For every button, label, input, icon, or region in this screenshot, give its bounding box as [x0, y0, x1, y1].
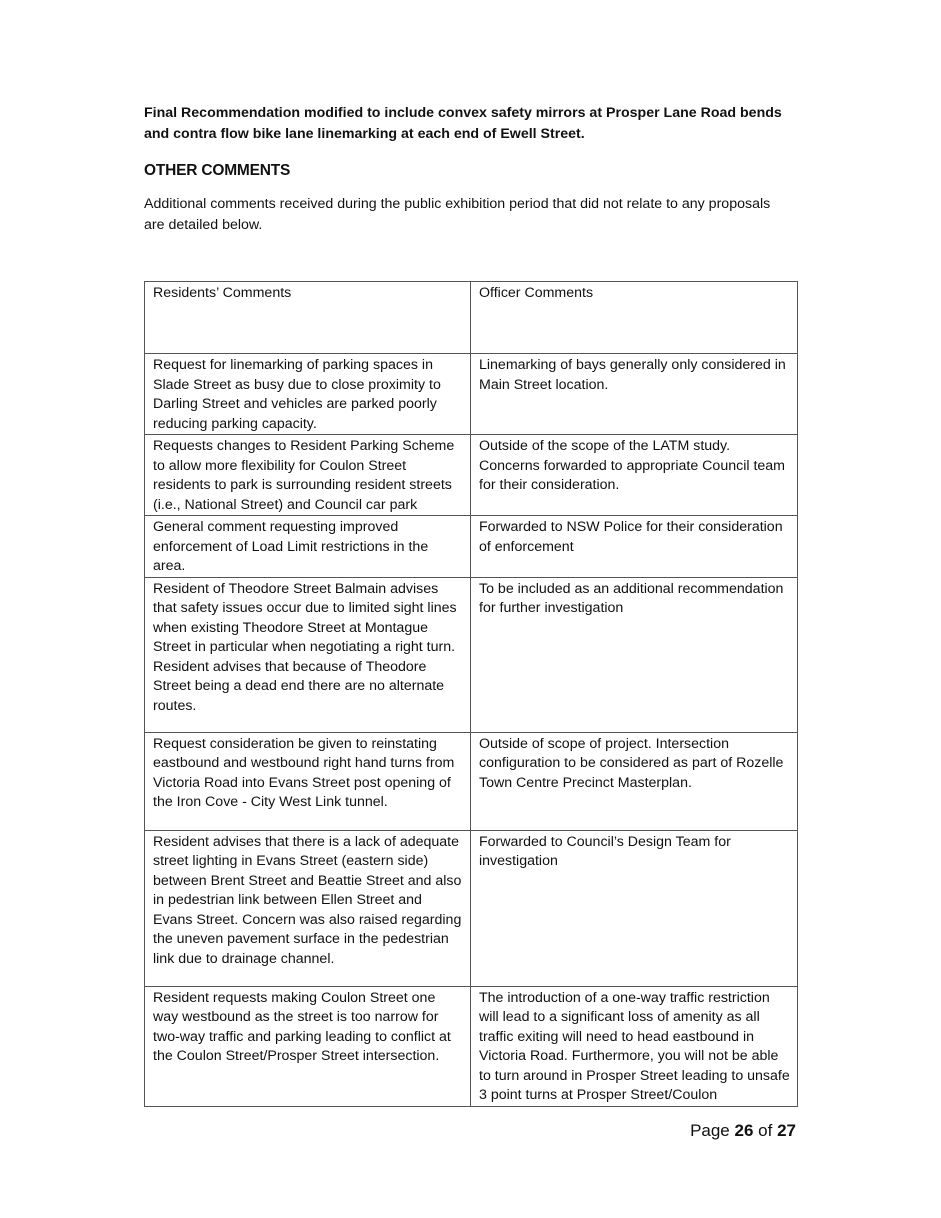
table-row	[145, 435, 798, 516]
residents-comment-cell: General comment requesting improved enforcement of Load Limit restrictions in the area.	[145, 516, 471, 578]
officer-comment-cell: Outside of scope of project. Intersection configuration to be considered as part of Rozelle Town Centre Precinct Masterplan.	[471, 732, 798, 830]
final-recommendation: Final Recommendation modified to include convex safety mirrors at Prosper Lane Road bends and contra flow bike lane linemarking at each end of Ewell Street.	[144, 105, 782, 142]
section-heading: OTHER COMMENTS	[144, 162, 291, 179]
officer-comments-header: Officer Comments	[471, 282, 798, 354]
intro-paragraph: Additional comments received during the public exhibition period that did not relate to any proposals are detailed below.	[144, 196, 771, 233]
comments-table	[144, 281, 798, 1107]
residents-comment-cell: Resident of Theodore Street Balmain advises that safety issues occur due to limited sight lines when existing Theodore Street at Montague Street in particular when negotiating a right turn. Resident advises that because of Theodore Street being a dead end there are no alternate routes.	[145, 577, 471, 732]
officer-comment-cell: To be included as an additional recommendation for further investigation	[471, 577, 798, 732]
table-row	[145, 516, 798, 578]
page-total: 27	[777, 1121, 796, 1140]
table-row	[145, 986, 798, 1106]
officer-comment-cell: Forwarded to Council’s Design Team for investigation	[471, 830, 798, 986]
table-row	[145, 830, 798, 986]
residents-comment-cell: Request consideration be given to reinstating eastbound and westbound right hand turns from Victoria Road into Evans Street post opening of the Iron Cove - City West Link tunnel.	[145, 732, 471, 830]
table-row	[145, 354, 798, 435]
page-word: Page	[690, 1121, 730, 1140]
officer-comment-cell: The introduction of a one-way traffic restriction will lead to a significant loss of amenity as all traffic exiting will need to head eastbound in Victoria Road. Furthermore, you will not be able to turn around in Prosper Street leading to unsafe 3 point turns at Prosper Street/Coulon	[471, 986, 798, 1106]
officer-comment-cell: Linemarking of bays generally only considered in Main Street location.	[471, 354, 798, 435]
residents-comments-header: Residents’ Comments	[145, 282, 471, 354]
officer-comment-cell: Outside of the scope of the LATM study. Concerns forwarded to appropriate Council team for their consideration.	[471, 435, 798, 516]
of-word: of	[758, 1121, 773, 1140]
page-number: 26	[734, 1121, 754, 1140]
residents-comment-cell: Request for linemarking of parking spaces in Slade Street as busy due to close proximity to Darling Street and vehicles are parked poorly reducing parking capacity.	[145, 354, 471, 435]
table-header-row	[145, 282, 798, 354]
residents-comment-cell: Requests changes to Resident Parking Scheme to allow more flexibility for Coulon Street residents to park is surrounding resident streets (i.e., National Street) and Council car park	[145, 435, 471, 516]
residents-comment-cell: Resident requests making Coulon Street one way westbound as the street is too narrow for two-way traffic and parking leading to conflict at the Coulon Street/Prosper Street intersection.	[145, 986, 471, 1106]
officer-comment-cell: Forwarded to NSW Police for their consideration of enforcement	[471, 516, 798, 578]
page-footer	[690, 1120, 796, 1142]
table-row	[145, 577, 798, 732]
table-row	[145, 732, 798, 830]
residents-comment-cell: Resident advises that there is a lack of adequate street lighting in Evans Street (eastern side) between Brent Street and Beattie Street and also in pedestrian link between Ellen Street and Evans Street. Concern was also raised regarding the uneven pavement surface in the pedestrian link due to drainage channel.	[145, 830, 471, 986]
